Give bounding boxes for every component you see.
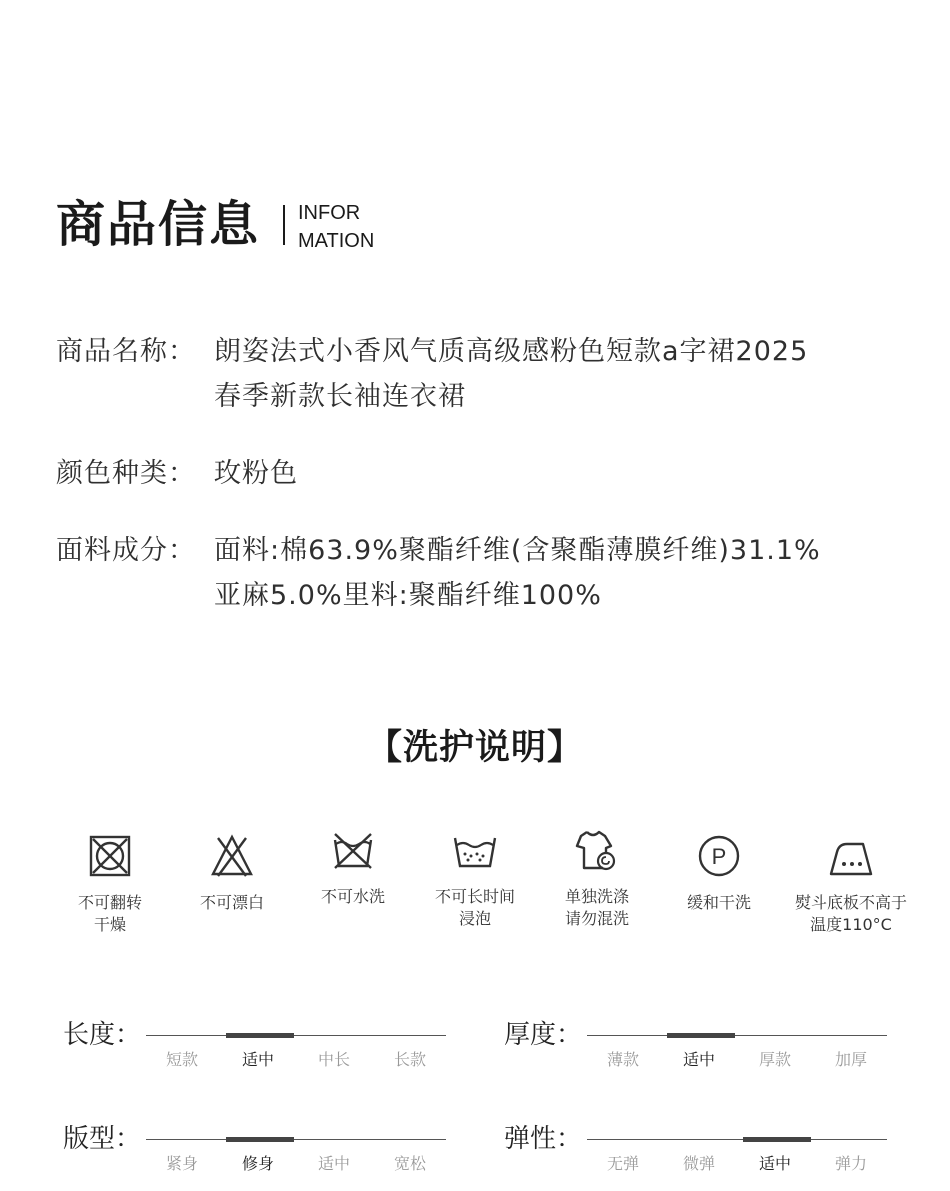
no-bleach-icon [208,832,256,880]
wash-separately-icon [573,826,621,874]
info-value-line: 春季新款长袖连衣裙 [214,381,466,412]
care-label-line: 干燥 [93,915,126,934]
care-label-line: 单独洗涤 [564,887,629,906]
care-item-no-tumble-dry [40,832,180,936]
scale-option: 厚款 [758,1050,791,1069]
subtitle-line-2: MATION [298,230,375,252]
care-label-line: 不可长时间 [434,887,515,906]
scale-track [587,1035,887,1036]
scale-option: 弹力 [834,1154,867,1173]
svg-text:P: P [711,844,727,869]
care-item-gentle-dry-clean [649,832,789,914]
scale-track [146,1139,446,1140]
no-long-soak-icon [451,826,499,874]
scale-option: 微弹 [682,1154,715,1173]
scale-option: 适中 [758,1154,791,1173]
care-item-no-long-soak [405,826,545,930]
scale-label: 版型： [63,1124,142,1154]
scale-option: 无弹 [606,1154,639,1173]
scale-option: 薄款 [606,1050,639,1069]
scale-option: 适中 [682,1050,715,1069]
care-label-line: 熨斗底板不高于 [794,893,907,912]
care-label-line: 不可漂白 [199,893,264,912]
scale-label: 弹性： [504,1124,583,1154]
info-label: 面料成分： [56,535,196,566]
info-value [214,451,914,496]
title-divider [283,205,285,245]
section-subtitle [298,199,374,255]
care-label [649,892,789,914]
care-item-wash-separately [527,826,667,930]
scale-option: 适中 [241,1050,274,1069]
care-label [405,886,545,930]
scale-option: 短款 [165,1050,198,1069]
care-label [527,886,667,930]
subtitle-line-1: INFOR [298,202,361,224]
care-label-line: 不可水洗 [320,887,385,906]
scale-marker [667,1033,735,1038]
scale-option: 修身 [241,1154,274,1173]
info-value [214,528,914,618]
scale-option: 加厚 [834,1050,867,1069]
scale-fit [63,1121,463,1191]
scale-thickness [504,1017,904,1087]
scale-length [63,1017,463,1087]
care-item-iron [781,832,921,936]
scale-marker [226,1033,294,1038]
info-value-line: 玫粉色 [214,458,298,489]
care-label [162,892,302,914]
care-label-line: 缓和干洗 [686,893,751,912]
section-title: 商品信息 [56,196,261,253]
scale-label: 长度： [63,1020,142,1050]
no-wash-icon [329,826,377,874]
info-value [214,329,914,419]
no-tumble-dry-icon [86,832,134,880]
scale-option: 中长 [317,1050,350,1069]
scale-marker [226,1137,294,1142]
scale-option: 紧身 [165,1154,198,1173]
care-label [40,892,180,936]
care-item-no-wash [283,826,423,908]
gentle-dry-clean-icon [695,832,743,880]
scale-option: 宽松 [393,1154,426,1173]
care-label [283,886,423,908]
care-label [781,892,921,936]
scale-option: 适中 [317,1154,350,1173]
care-label-line: 浸泡 [458,909,491,928]
scale-option: 长款 [393,1050,426,1069]
care-title: 【洗护说明】 [366,728,583,768]
scale-label: 厚度： [504,1020,583,1050]
care-label-line: 温度110°C [810,915,892,934]
info-value-line: 朗姿法式小香风气质高级感粉色短款a字裙2025 [214,336,809,367]
iron-110c-icon [827,832,875,880]
scale-track [587,1139,887,1140]
info-value-line: 面料:棉63.9%聚酯纤维(含聚酯薄膜纤维)31.1% [214,535,821,566]
care-label-line: 请勿混洗 [564,909,629,928]
info-value-line: 亚麻5.0%里料:聚酯纤维100% [214,580,602,611]
info-label: 商品名称： [56,336,196,367]
care-item-no-bleach [162,832,302,914]
care-label-line: 不可翻转 [77,893,142,912]
scale-elasticity [504,1121,904,1191]
scale-track [146,1035,446,1036]
info-label: 颜色种类： [56,458,196,489]
scale-marker [743,1137,811,1142]
